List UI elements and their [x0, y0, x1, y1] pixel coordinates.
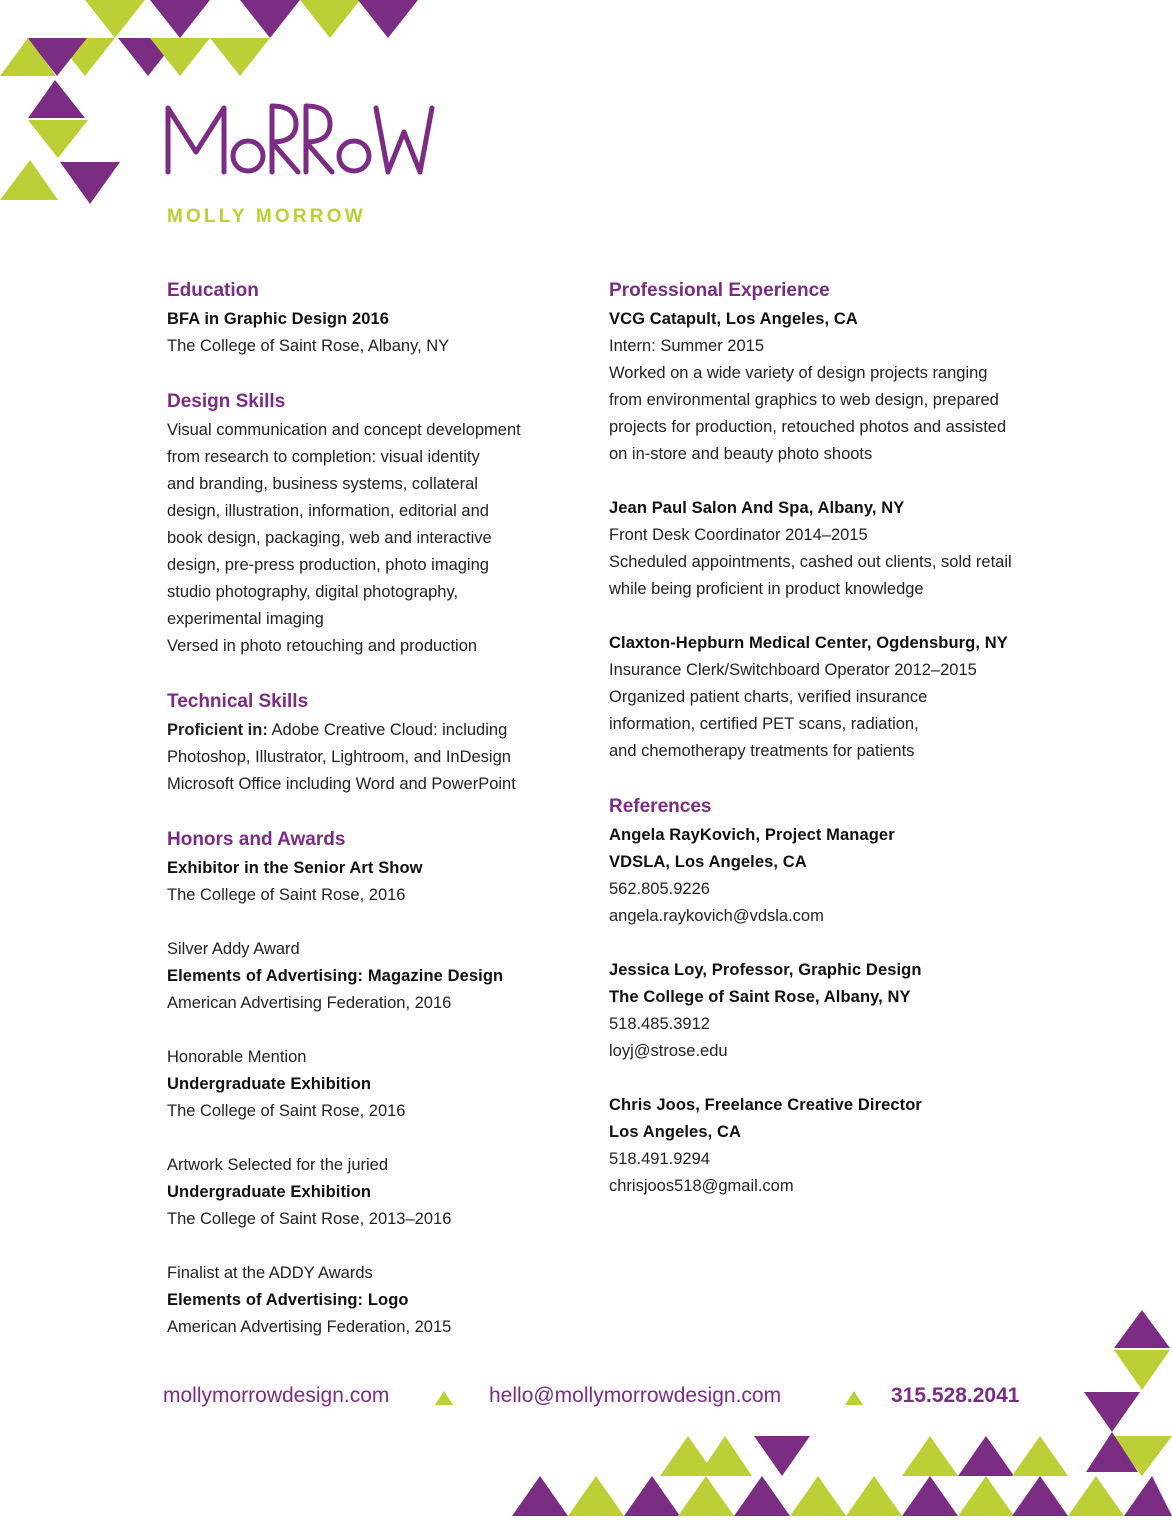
job-role: Intern: Summer 2015 — [609, 337, 764, 355]
honor-detail: American Advertising Federation, 2015 — [167, 1318, 452, 1336]
reference-org: VDSLA, Los Angeles, CA — [609, 853, 807, 871]
honor-subtitle: Undergraduate Exhibition — [167, 1075, 372, 1093]
job-description: and chemotherapy treatments for patients — [609, 742, 915, 760]
education-school: The College of Saint Rose, Albany, NY — [167, 337, 450, 355]
footer-website[interactable]: mollymorrowdesign.com — [163, 1384, 390, 1407]
technical-skills-line: Photoshop, Illustrator, Lightroom, and InDesign — [167, 748, 511, 766]
honor-title: Finalist at the ADDY Awards — [167, 1264, 373, 1282]
reference-phone: 562.805.9226 — [609, 880, 710, 898]
job-entry — [609, 630, 1069, 765]
job-entry — [609, 495, 1069, 603]
job-entry — [609, 306, 1069, 468]
job-description: Worked on a wide variety of design projects ranging — [609, 364, 988, 382]
footer-phone: 315.528.2041 — [891, 1384, 1020, 1407]
right-column — [609, 276, 1069, 1227]
design-skills-line: and branding, business systems, collateral — [167, 475, 478, 493]
technical-skills-heading: Technical Skills — [167, 691, 309, 712]
job-description: while being proficient in product knowledge — [609, 580, 924, 598]
design-skills-section — [167, 387, 587, 660]
job-employer: Jean Paul Salon And Spa, Albany, NY — [609, 499, 905, 517]
honor-entry — [167, 1152, 587, 1233]
job-role: Insurance Clerk/Switchboard Operator 2012–2015 — [609, 661, 977, 679]
honor-detail: The College of Saint Rose, 2013–2016 — [167, 1210, 452, 1228]
references-heading: References — [609, 796, 712, 817]
design-skills-heading: Design Skills — [167, 391, 286, 412]
job-description: projects for production, retouched photos and assisted — [609, 418, 1007, 436]
references-section — [609, 792, 1069, 1200]
design-skills-line: from research to completion: visual identity — [167, 448, 480, 466]
honor-detail: American Advertising Federation, 2016 — [167, 994, 452, 1012]
design-skills-line: design, pre-press production, photo imaging — [167, 556, 489, 574]
honor-title: Silver Addy Award — [167, 940, 300, 958]
design-skills-line: Versed in photo retouching and production — [167, 637, 478, 655]
reference-entry — [609, 1092, 1069, 1200]
honor-title: Artwork Selected for the juried — [167, 1156, 389, 1174]
education-heading: Education — [167, 280, 259, 301]
reference-email: angela.raykovich@vdsla.com — [609, 907, 824, 925]
reference-phone: 518.485.3912 — [609, 1015, 710, 1033]
triangle-separator-icon — [435, 1391, 453, 1405]
job-description: from environmental graphics to web design, prepared — [609, 391, 999, 409]
reference-email: chrisjoos518@gmail.com — [609, 1177, 794, 1195]
reference-org: The College of Saint Rose, Albany, NY — [609, 988, 911, 1006]
honor-entry — [167, 855, 587, 909]
morrow-logo — [158, 98, 438, 178]
job-description: on in-store and beauty photo shoots — [609, 445, 873, 463]
reference-org: Los Angeles, CA — [609, 1123, 741, 1141]
experience-heading: Professional Experience — [609, 280, 830, 301]
honors-heading: Honors and Awards — [167, 829, 346, 850]
honor-title: Exhibitor in the Senior Art Show — [167, 859, 423, 877]
honors-section — [167, 825, 587, 1341]
footer-email[interactable]: hello@mollymorrowdesign.com — [489, 1384, 782, 1407]
honor-subtitle: Elements of Advertising: Logo — [167, 1291, 409, 1309]
job-description: Organized patient charts, verified insurance — [609, 688, 928, 706]
honor-entry — [167, 1044, 587, 1125]
honor-entry — [167, 936, 587, 1017]
reference-entry — [609, 957, 1069, 1065]
design-skills-line: studio photography, digital photography, — [167, 583, 459, 601]
proficient-label: Proficient in: — [167, 721, 268, 739]
job-employer: VCG Catapult, Los Angeles, CA — [609, 310, 858, 328]
left-column — [167, 276, 587, 1368]
experience-section — [609, 276, 1069, 765]
job-role: Front Desk Coordinator 2014–2015 — [609, 526, 868, 544]
reference-email: loyj@strose.edu — [609, 1042, 728, 1060]
triangle-tiles — [512, 1310, 1172, 1516]
job-employer: Claxton-Hepburn Medical Center, Ogdensburg, NY — [609, 634, 1008, 652]
technical-skills-section — [167, 687, 587, 798]
technical-skills-line — [167, 717, 587, 744]
triangle-pattern-bottom — [500, 1300, 1172, 1522]
design-skills-line: Visual communication and concept development — [167, 421, 521, 439]
design-skills-line: book design, packaging, web and interactive — [167, 529, 492, 547]
job-description: Scheduled appointments, cashed out clients, sold retail — [609, 553, 1012, 571]
honor-detail: The College of Saint Rose, 2016 — [167, 1102, 406, 1120]
technical-skills-text: Adobe Creative Cloud: including — [267, 721, 508, 739]
reference-name: Chris Joos, Freelance Creative Director — [609, 1096, 922, 1114]
job-description: information, certified PET scans, radiation, — [609, 715, 919, 733]
education-section — [167, 276, 587, 360]
reference-entry — [609, 822, 1069, 930]
technical-skills-line: Microsoft Office including Word and PowerPoint — [167, 775, 516, 793]
honor-subtitle: Undergraduate Exhibition — [167, 1183, 372, 1201]
design-skills-line: design, illustration, information, editorial and — [167, 502, 489, 520]
honor-detail: The College of Saint Rose, 2016 — [167, 886, 406, 904]
reference-name: Angela RayKovich, Project Manager — [609, 826, 895, 844]
education-degree: BFA in Graphic Design 2016 — [167, 310, 390, 328]
design-skills-line: experimental imaging — [167, 610, 324, 628]
reference-phone: 518.491.9294 — [609, 1150, 710, 1168]
honor-title: Honorable Mention — [167, 1048, 307, 1066]
candidate-name: MOLLY MORROW — [167, 206, 366, 227]
reference-name: Jessica Loy, Professor, Graphic Design — [609, 961, 922, 979]
honor-subtitle: Elements of Advertising: Magazine Design — [167, 967, 504, 985]
